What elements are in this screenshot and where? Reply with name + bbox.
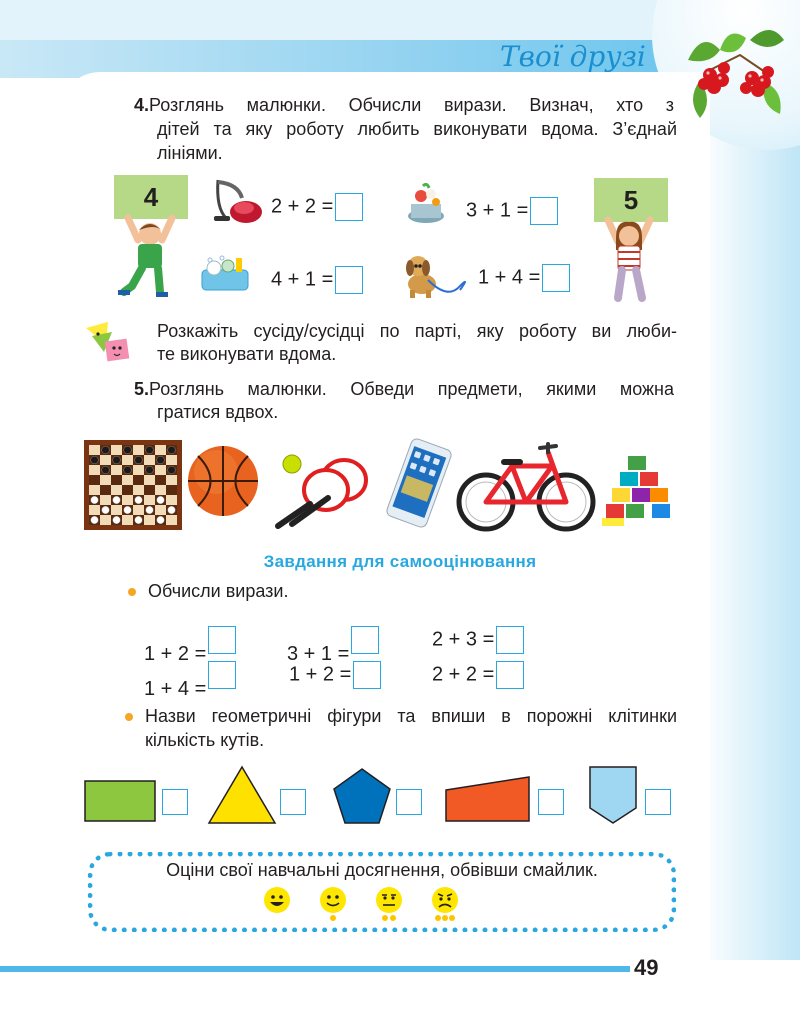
expression-text: 1 + 4 = xyxy=(144,678,207,700)
task5-line1 xyxy=(134,378,674,400)
bullet-point xyxy=(128,588,136,596)
expression-text: 2 + 2 = xyxy=(271,195,334,218)
answer-box[interactable] xyxy=(351,626,379,654)
task5-line2: гратися вдвох. xyxy=(157,402,279,422)
expression-text: 1 + 2 = xyxy=(144,643,207,665)
basketball-icon[interactable] xyxy=(186,444,260,518)
smiley-big-smile-icon[interactable] xyxy=(263,886,291,914)
task5-number: 5. xyxy=(134,379,150,399)
section-title: Твої друзі xyxy=(500,40,646,73)
quadrilateral-shape xyxy=(445,776,531,822)
angles-answer-box[interactable] xyxy=(396,789,422,815)
sa-expression xyxy=(289,661,381,689)
expression-text: 1 + 2 = xyxy=(289,663,352,686)
sa-expression xyxy=(432,626,524,654)
viburnum-berries-icon xyxy=(680,20,790,120)
answer-box[interactable] xyxy=(335,193,363,221)
self-assessment-heading: Завдання для самооцінювання xyxy=(263,552,537,571)
task4-text: Розглянь малюнки. Обчисли вирази. Визнач, хто з xyxy=(149,95,674,115)
angles-answer-box[interactable] xyxy=(280,789,306,815)
dog-walking-icon xyxy=(398,250,474,300)
task4-number: 4. xyxy=(134,95,150,115)
task4-line1 xyxy=(134,94,674,116)
expression-4-plus-1 xyxy=(271,266,363,294)
rating-text: Оціни свої навчальні досягнення, обвівши смайлик. xyxy=(166,860,598,880)
footer-line xyxy=(0,966,630,972)
expression-text: 2 + 2 = xyxy=(432,663,495,686)
cooking-pot-icon xyxy=(403,182,449,226)
bullet-point xyxy=(125,713,133,721)
expression-text: 3 + 1 = xyxy=(466,199,529,222)
answer-box[interactable] xyxy=(208,626,236,654)
tennis-rackets-icon[interactable] xyxy=(262,452,378,532)
answer-box[interactable] xyxy=(530,197,558,225)
page-number: 49 xyxy=(634,955,659,980)
smiley-neutral-icon[interactable] xyxy=(375,886,403,922)
angles-answer-box[interactable] xyxy=(538,789,564,815)
smartphone-icon[interactable] xyxy=(382,440,456,526)
bullet2-line1: Назви геометричні фігури та впиши в порожні клітинки xyxy=(145,706,677,726)
talk-line2: те виконувати вдома. xyxy=(157,344,337,364)
toy-blocks-icon[interactable] xyxy=(602,448,676,526)
expression-text: 3 + 1 = xyxy=(287,643,350,665)
talk-line1: Розкажіть сусіду/сусідці по парті, яку роботу ви люби- xyxy=(157,321,677,341)
task4-line3: лініями. xyxy=(157,143,223,163)
side-decoration xyxy=(700,40,800,960)
expression-2-plus-2 xyxy=(271,193,363,221)
vacuum-cleaner-icon xyxy=(212,178,264,226)
bullet1-text: Обчисли вирази. xyxy=(148,581,289,601)
bicycle-icon[interactable] xyxy=(456,440,596,532)
expression-text: 2 + 3 = xyxy=(432,628,495,651)
girl-icon xyxy=(594,220,664,302)
rectangle-shape xyxy=(84,780,156,822)
answer-box[interactable] xyxy=(542,264,570,292)
sa-expression xyxy=(144,661,236,702)
boy-icon xyxy=(110,218,190,300)
expression-3-plus-1 xyxy=(466,197,558,225)
expression-1-plus-4 xyxy=(478,264,570,292)
answer-box[interactable] xyxy=(496,661,524,689)
sa-expression xyxy=(432,661,524,689)
answer-box[interactable] xyxy=(353,661,381,689)
smiley-sad-icon[interactable] xyxy=(430,886,460,922)
bullet2-line2: кількість кутів. xyxy=(145,730,265,750)
angles-answer-box[interactable] xyxy=(645,789,671,815)
answer-box[interactable] xyxy=(335,266,363,294)
expression-text: 1 + 4 = xyxy=(478,266,541,289)
talking-characters-icon xyxy=(82,318,134,366)
triangle-shape xyxy=(208,766,276,824)
answer-box[interactable] xyxy=(496,626,524,654)
number-card-4: 4 xyxy=(114,175,188,219)
pentagon-shape xyxy=(333,768,391,824)
answer-box[interactable] xyxy=(208,661,236,689)
angles-answer-box[interactable] xyxy=(162,789,188,815)
task4-line2: дітей та яку роботу любить виконувати вдома. З’єднай xyxy=(157,119,677,139)
expression-text: 4 + 1 = xyxy=(271,268,334,291)
task5-text: Розглянь малюнки. Обведи предмети, якими можна xyxy=(149,379,674,399)
smiley-smile-icon[interactable] xyxy=(319,886,347,922)
number-card-5: 5 xyxy=(594,178,668,222)
chessboard-icon[interactable] xyxy=(84,440,182,530)
pentagon-shield-shape xyxy=(589,766,637,824)
dish-washing-icon xyxy=(198,252,252,294)
